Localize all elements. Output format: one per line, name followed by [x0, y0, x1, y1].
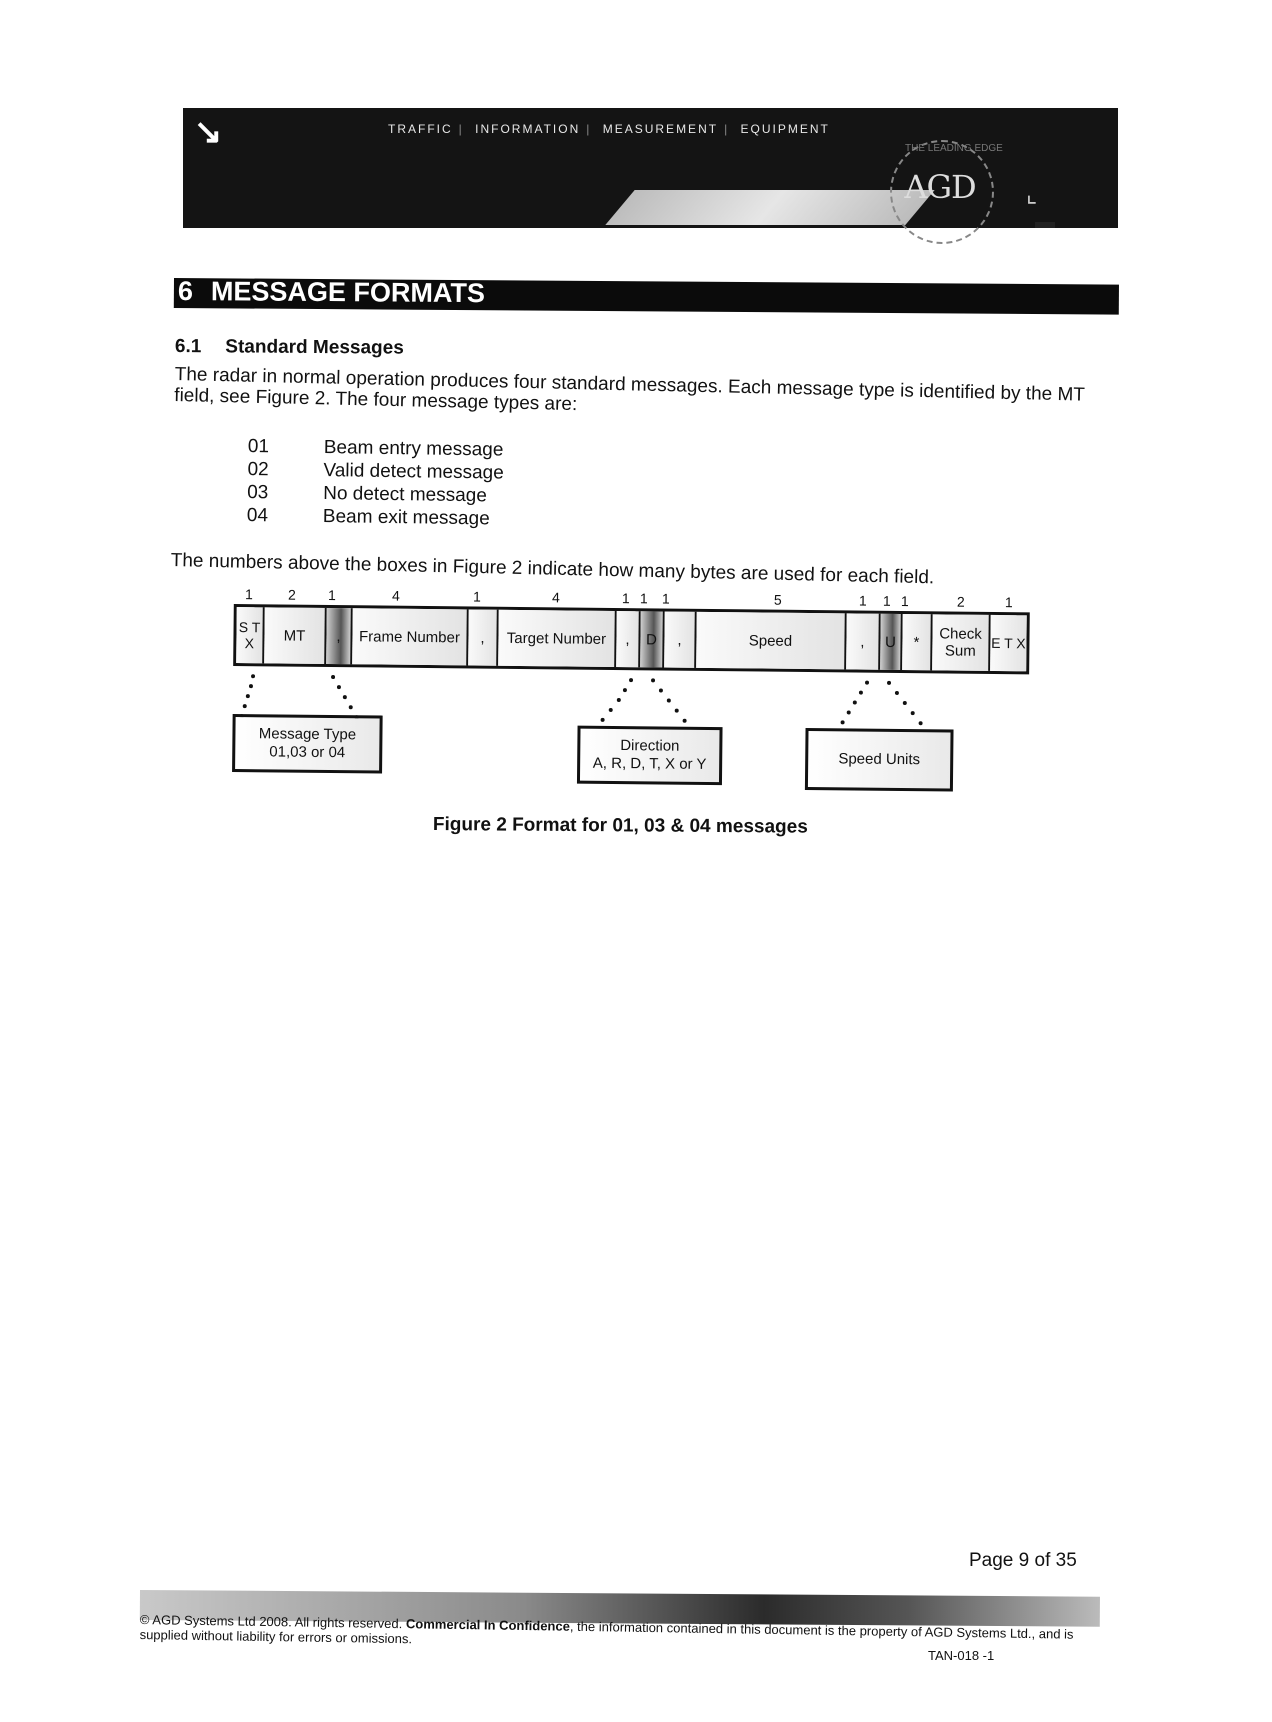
- byte-count: 4: [551, 589, 560, 606]
- byte-count: 2: [287, 586, 296, 603]
- page-number: Page 9 of 35: [969, 1550, 1077, 1571]
- field-frame-number: Frame Number: [352, 608, 469, 665]
- byte-count: 2: [956, 593, 965, 610]
- field-stx: S T X: [236, 607, 265, 663]
- field-mt: MT: [264, 607, 327, 664]
- field-comma: ,: [326, 608, 353, 664]
- intro-paragraph: The radar in normal operation produces four standard messages. Each message type is identified by the MT field, see Figure 2. The four message types are:: [174, 364, 1085, 416]
- message-type-list: [247, 435, 648, 533]
- byte-count: 1: [639, 590, 648, 607]
- field-units: U: [880, 614, 903, 670]
- byte-count: 5: [773, 591, 782, 608]
- bytes-paragraph: The numbers above the boxes in Figure 2 indicate how many bytes are used for each field.: [170, 550, 935, 589]
- byte-count: 1: [472, 588, 481, 605]
- field-comma: ,: [846, 613, 881, 669]
- message-label: No detect message: [323, 483, 488, 507]
- small-mark: [1035, 222, 1055, 228]
- field-etx: E T X: [990, 615, 1027, 671]
- header-tagline: TRAFFIC | INFORMATION | MEASUREMENT | EQUIPMENT: [388, 122, 830, 136]
- tagline-word: MEASUREMENT: [602, 122, 719, 136]
- field-speed: Speed: [696, 612, 847, 670]
- section-title: MESSAGE FORMATS: [210, 276, 486, 309]
- message-format-figure: [232, 586, 1034, 824]
- message-label: Beam entry message: [323, 437, 504, 461]
- field-asterisk: *: [902, 614, 933, 670]
- subsection-heading: [175, 336, 404, 360]
- message-frame: [233, 604, 1030, 674]
- figure-caption: Figure 2 Format for 01, 03 & 04 messages: [432, 814, 808, 838]
- tagline-word: EQUIPMENT: [740, 122, 830, 136]
- subsection-title: Standard Messages: [225, 336, 404, 359]
- tagline-word: TRAFFIC: [388, 122, 453, 136]
- callout-title: Speed Units: [838, 750, 921, 769]
- copyright-text-rest: , the information contained in this document is the property of AGD Systems Ltd., and is supplied without liability for errors or omissions.: [139, 1618, 1074, 1647]
- callout-values: A, R, D, T, X or Y: [592, 754, 707, 773]
- message-label: Valid detect message: [323, 460, 504, 484]
- field-comma: ,: [616, 611, 641, 667]
- byte-count: 1: [858, 592, 867, 609]
- callout-speed-units: [805, 728, 954, 792]
- callout-direction: [577, 726, 723, 786]
- byte-count: 1: [327, 586, 336, 604]
- message-label: Beam exit message: [322, 506, 490, 530]
- byte-count: 1: [621, 590, 630, 607]
- section-number: 6: [177, 276, 194, 307]
- byte-count: 4: [391, 587, 400, 604]
- callout-title: Message Type: [258, 725, 357, 744]
- byte-count: 1: [661, 590, 670, 607]
- seal-ring-text: THE LEADING EDGE: [905, 143, 1003, 154]
- message-code: 03: [247, 481, 269, 504]
- field-comma: ,: [664, 612, 697, 668]
- tagline-word: INFORMATION: [475, 122, 581, 136]
- section-heading: [178, 276, 485, 309]
- header-accent-stripe: [605, 190, 934, 225]
- list-item: [247, 504, 647, 533]
- field-comma: ,: [468, 609, 499, 665]
- field-direction: D: [640, 611, 665, 667]
- swoosh-icon: ⌞: [1026, 181, 1038, 208]
- byte-count: 1: [882, 592, 891, 609]
- confidential-label: Commercial In Confidence: [405, 1616, 571, 1634]
- callout-values: 01,03 or 04: [269, 743, 346, 762]
- message-code: 04: [246, 504, 269, 527]
- subsection-number: 6.1: [174, 336, 202, 358]
- callout-title: Direction: [620, 737, 680, 755]
- message-code: 02: [247, 458, 269, 481]
- byte-count: 1: [900, 592, 909, 610]
- field-checksum: Check Sum: [932, 614, 991, 671]
- byte-count: 1: [1004, 594, 1013, 611]
- copyright-text: © AGD Systems Ltd 2008. All rights reserved.: [139, 1612, 407, 1632]
- message-code: 01: [247, 435, 270, 458]
- callout-message-type: [232, 714, 383, 774]
- agd-logo-text: AGD: [904, 168, 976, 206]
- byte-count: 1: [244, 586, 253, 603]
- arrow-logo-icon: ↘: [193, 113, 223, 151]
- field-target-number: Target Number: [498, 610, 617, 667]
- document-code: TAN-018 -1: [928, 1648, 995, 1663]
